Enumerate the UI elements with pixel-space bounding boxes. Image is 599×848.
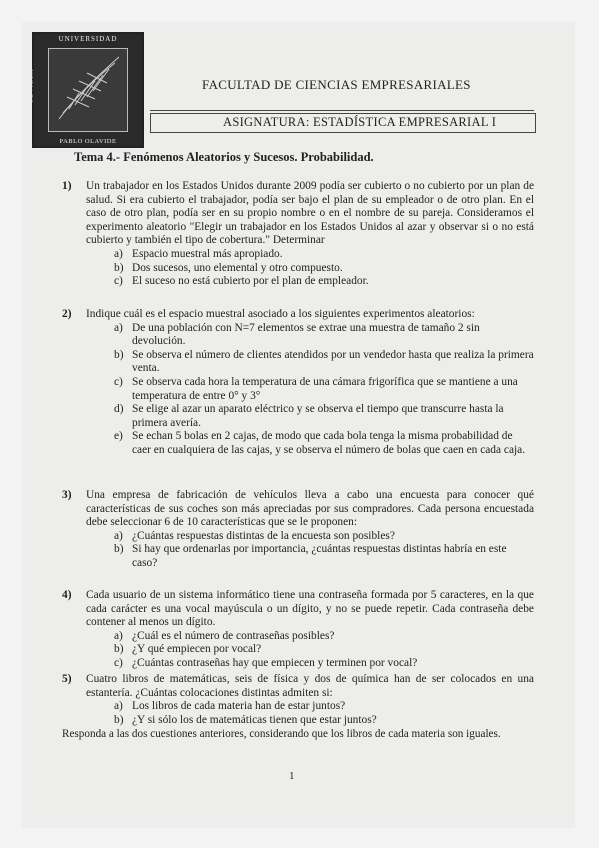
question-number: 3)	[62, 489, 72, 501]
logo-left-text: SEVILLA	[27, 68, 35, 103]
question-subitems	[114, 630, 534, 671]
question-subitems	[114, 700, 534, 727]
logo-emblem	[48, 48, 128, 132]
question-text: Indique cuál es el espacio muestral asociado a los siguientes experimentos aleatorios:	[86, 308, 475, 320]
question-subitems	[114, 530, 534, 571]
page-number: 1	[289, 770, 295, 782]
question-1	[62, 180, 534, 289]
list-item	[114, 657, 534, 671]
item-label: c)	[114, 275, 123, 288]
list-item	[114, 275, 534, 289]
question-number: 2)	[62, 308, 72, 320]
question-4	[62, 589, 534, 671]
item-text: Los libros de cada materia han de estar juntos?	[132, 700, 346, 713]
list-item	[114, 322, 534, 349]
item-label: a)	[114, 629, 123, 642]
item-text: ¿Y si sólo los de matemáticas tienen que estar juntos?	[132, 713, 377, 726]
final-note: Responda a las dos cuestiones anteriores, considerando que los libros de cada materia son iguales.	[62, 728, 501, 740]
list-item	[114, 714, 534, 728]
document-page	[22, 22, 575, 828]
item-text: El suceso no está cubierto por el plan de empleador.	[132, 275, 369, 288]
logo-bottom-text: PABLO OLAVIDE	[59, 138, 117, 145]
topic-heading-text: Tema 4.- Fenómenos Aleatorios y Sucesos. Probabilidad.	[74, 150, 374, 164]
list-item	[114, 376, 534, 403]
question-text: Cada usuario de un sistema informático tiene una contraseña formada por 5 caracteres, en la que cada carácter es una vocal mayúscula o un dígito, y no se puede repetir. Cada contraseña debe contener al menos un dígito.	[86, 589, 534, 629]
list-item	[114, 403, 534, 430]
list-item	[114, 349, 534, 376]
question-text: Un trabajador en los Estados Unidos durante 2009 podía ser cubierto o no cubierto por un plan de salud. Si era cubierto el trabajador, podía ser bajo el plan de su empleador o de otro plan. En el caso de otro plan, podía ser en su propio nombre o en el nombre de su pareja. Consideramos el experimento aleatorio "Elegir un trabajador en los Estados Unidos al azar y observar si o no está cubierto y también el tipo de cobertura." Determinar	[86, 180, 534, 247]
logo-top-text: UNIVERSIDAD	[58, 35, 118, 43]
question-text: Una empresa de fabricación de vehículos lleva a cabo una encuesta para conocer qué características de sus coches son más apreciadas por sus compradores. Cada persona encuestada debe seleccionar 6 de 10 características que se le proponen:	[86, 489, 534, 529]
university-logo	[27, 32, 150, 148]
list-item	[114, 430, 534, 457]
item-label: b)	[114, 543, 124, 556]
list-item	[114, 530, 534, 544]
header-rule	[150, 110, 534, 111]
item-text: ¿Cuántas contraseñas hay que empiecen y terminen por vocal?	[132, 656, 418, 669]
item-label: b)	[114, 348, 124, 361]
question-subitems	[114, 248, 534, 289]
faculty-title: FACULTAD DE CIENCIAS EMPRESARIALES	[202, 77, 471, 92]
item-label: c)	[114, 375, 123, 388]
list-item	[114, 262, 534, 276]
logo-right-text: AÑO 1997	[143, 71, 150, 99]
list-item	[114, 643, 534, 657]
list-item	[114, 630, 534, 644]
item-text: ¿Cuál es el número de contraseñas posibles?	[132, 629, 335, 642]
item-text: ¿Cuántas respuestas distintas de la encuesta son posibles?	[132, 529, 395, 542]
item-text: Se elige al azar un aparato eléctrico y se observa el tiempo que transcurre hasta la primera avería.	[132, 403, 504, 429]
item-label: c)	[114, 656, 123, 669]
question-text: Cuatro libros de matemáticas, seis de física y dos de química han de ser colocados en una estantería. ¿Cuántas colocaciones distintas admiten si:	[86, 673, 534, 699]
item-label: e)	[114, 430, 123, 443]
item-text: ¿Y qué empiecen por vocal?	[132, 643, 262, 656]
question-3	[62, 489, 534, 571]
item-text: Espacio muestral más apropiado.	[132, 247, 283, 260]
item-text: Si hay que ordenarlas por importancia, ¿cuántas respuestas distintas habría en este caso?	[132, 543, 507, 569]
item-text: Se observa cada hora la temperatura de una cámara frigorífica que se mantiene a una temperatura de entre 0° y 3°	[132, 375, 518, 402]
list-item	[114, 700, 534, 714]
item-text: Dos sucesos, uno elemental y otro compuesto.	[132, 261, 343, 274]
item-label: b)	[114, 261, 124, 274]
item-label: d)	[114, 403, 124, 416]
subject-title: ASIGNATURA: ESTADÍSTICA EMPRESARIAL I	[150, 113, 536, 133]
topic-heading	[74, 150, 374, 165]
question-5	[62, 673, 534, 727]
question-2	[62, 308, 534, 458]
item-label: a)	[114, 321, 123, 334]
item-text: Se observa el número de clientes atendidos por un vendedor hasta que realiza la primera venta.	[132, 348, 534, 375]
question-number: 4)	[62, 589, 72, 601]
list-item	[114, 248, 534, 262]
item-text: Se echan 5 bolas en 2 cajas, de modo que cada bola tenga la misma probabilidad de caer en cualquiera de las cajas, y se observa el número de bolas que caen en cada caja.	[132, 430, 526, 456]
item-text: De una población con N=7 elementos se extrae una muestra de tamaño 2 sin devolución.	[132, 321, 480, 348]
feather-emblem-icon	[49, 49, 127, 131]
item-label: a)	[114, 247, 123, 260]
list-item	[114, 543, 534, 570]
question-subitems	[114, 322, 534, 458]
question-number: 5)	[62, 673, 72, 685]
item-label: b)	[114, 713, 124, 726]
item-label: b)	[114, 643, 124, 656]
item-label: a)	[114, 529, 123, 542]
item-label: a)	[114, 700, 123, 713]
question-number: 1)	[62, 180, 72, 192]
